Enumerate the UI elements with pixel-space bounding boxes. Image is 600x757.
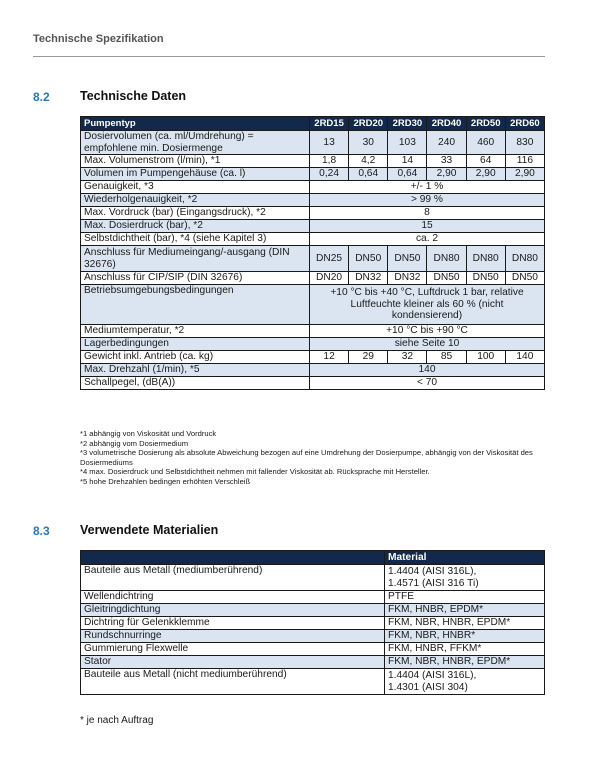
- table-cell: 100: [466, 351, 505, 364]
- material-cell: FKM, HNBR, FFKM*: [385, 643, 545, 656]
- footnote: *5 hohe Drehzahlen bedingen erhöhten Verschleiß: [80, 476, 251, 486]
- row-label: Betriebsumgebungsbedingungen: [81, 285, 310, 325]
- table-row: [81, 364, 545, 377]
- section-title: Technische Daten: [80, 89, 187, 103]
- row-label: Max. Dosierdruck (bar), *2: [81, 220, 310, 233]
- table-row: [81, 181, 545, 194]
- row-label: Max. Vordruck (bar) (Eingangsdruck), *2: [81, 207, 310, 220]
- row-label: Anschluss für CIP/SIP (DIN 32676): [81, 272, 310, 285]
- table-row: [81, 591, 545, 604]
- row-label: Volumen im Pumpengehäuse (ca. l): [81, 168, 310, 181]
- table-cell: 103: [388, 131, 427, 155]
- table-cell: 116: [505, 155, 544, 168]
- section-number: 8.3: [33, 524, 50, 538]
- column-header: Material: [385, 551, 545, 565]
- row-label: Gewicht inkl. Antrieb (ca. kg): [81, 351, 310, 364]
- table-cell: DN50: [427, 272, 466, 285]
- material-cell: 1.4404 (AISI 316L), 1.4301 (AISI 304): [385, 669, 545, 695]
- table-cell: 240: [427, 131, 466, 155]
- column-header: Pumpentyp: [81, 117, 310, 131]
- table-cell: 2,90: [466, 168, 505, 181]
- table-cell: < 70: [310, 377, 545, 390]
- row-label: Max. Drehzahl (1/min), *5: [81, 364, 310, 377]
- table-cell: DN50: [466, 272, 505, 285]
- table-cell: 0,64: [388, 168, 427, 181]
- table-row: [81, 377, 545, 390]
- table-cell: 2,90: [427, 168, 466, 181]
- row-label: Mediumtemperatur, *2: [81, 325, 310, 338]
- material-cell: FKM, NBR, HNBR, EPDM*: [385, 617, 545, 630]
- table-row: [81, 630, 545, 643]
- footnote: *2 abhängig vom Dosiermedium: [80, 438, 189, 448]
- row-label: Max. Volumenstrom (l/min), *1: [81, 155, 310, 168]
- table-cell: +/- 1 %: [310, 181, 545, 194]
- table-cell: 29: [349, 351, 388, 364]
- table-cell: > 99 %: [310, 194, 545, 207]
- table-row: [81, 669, 545, 695]
- row-label: Dosiervolumen (ca. ml/Umdrehung) = empfohlene min. Dosiermenge: [81, 131, 310, 155]
- table-header-row: [81, 117, 545, 131]
- row-label: Lagerbedingungen: [81, 338, 310, 351]
- table-cell: 15: [310, 220, 545, 233]
- table-cell: DN25: [310, 246, 349, 272]
- table-cell: 4,2: [349, 155, 388, 168]
- table-cell: +10 °C bis +90 °C: [310, 325, 545, 338]
- table-cell: +10 °C bis +40 °C, Luftdruck 1 bar, relative Luftfeuchte kleiner als 60 % (nicht kondensierend): [310, 285, 545, 325]
- table-row: [81, 168, 545, 181]
- row-label: Selbstdichtheit (bar), *4 (siehe Kapitel 3): [81, 233, 310, 246]
- table-cell: 85: [427, 351, 466, 364]
- section-number: 8.2: [33, 90, 50, 104]
- materials-footnote: * je nach Auftrag: [80, 715, 154, 726]
- table-cell: 830: [505, 131, 544, 155]
- table-row: [81, 656, 545, 669]
- table-header-row: [81, 551, 545, 565]
- section-title: Verwendete Materialien: [80, 523, 219, 537]
- table-cell: DN32: [349, 272, 388, 285]
- table-cell: 0,24: [310, 168, 349, 181]
- footnote: *1 abhängig von Viskosität und Vordruck: [80, 429, 217, 438]
- table-row: [81, 338, 545, 351]
- column-header: 2RD40: [427, 117, 466, 131]
- materials-table: [80, 550, 545, 695]
- table-cell: DN32: [388, 272, 427, 285]
- row-label: Genauigkeit, *3: [81, 181, 310, 194]
- column-header: 2RD60: [505, 117, 544, 131]
- table-row: [81, 155, 545, 168]
- table-row: [81, 131, 545, 155]
- column-header: [81, 551, 385, 565]
- component-label: Stator: [81, 656, 385, 669]
- component-label: Bauteile aus Metall (nicht mediumberührend): [81, 669, 385, 695]
- table-cell: 33: [427, 155, 466, 168]
- column-header: 2RD50: [466, 117, 505, 131]
- component-label: Gleitringdichtung: [81, 604, 385, 617]
- table-row: [81, 604, 545, 617]
- table-cell: DN80: [466, 246, 505, 272]
- table-cell: 13: [310, 131, 349, 155]
- table-cell: 12: [310, 351, 349, 364]
- material-cell: PTFE: [385, 591, 545, 604]
- column-header: 2RD30: [388, 117, 427, 131]
- page-header-title: Technische Spezifikation: [33, 33, 164, 45]
- table-cell: 140: [505, 351, 544, 364]
- component-label: Dichtring für Gelenkklemme: [81, 617, 385, 630]
- table-cell: 8: [310, 207, 545, 220]
- table-cell: 1,8: [310, 155, 349, 168]
- component-label: Rundschnurringe: [81, 630, 385, 643]
- material-cell: 1.4404 (AISI 316L), 1.4571 (AISI 316 Ti): [385, 565, 545, 591]
- table-cell: 30: [349, 131, 388, 155]
- table-row: [81, 233, 545, 246]
- table-row: [81, 207, 545, 220]
- footnotes: [80, 429, 550, 486]
- column-header: 2RD20: [349, 117, 388, 131]
- table-cell: 64: [466, 155, 505, 168]
- table-row: [81, 246, 545, 272]
- material-cell: FKM, HNBR, EPDM*: [385, 604, 545, 617]
- table-row: [81, 617, 545, 630]
- component-label: Wellendichtring: [81, 591, 385, 604]
- table-row: [81, 643, 545, 656]
- table-row: [81, 325, 545, 338]
- material-cell: FKM, NBR, HNBR, EPDM*: [385, 656, 545, 669]
- row-label: Anschluss für Mediumeingang/-ausgang (DIN 32676): [81, 246, 310, 272]
- table-row: [81, 194, 545, 207]
- table-cell: DN80: [505, 246, 544, 272]
- component-label: Gummierung Flexwelle: [81, 643, 385, 656]
- table-cell: 14: [388, 155, 427, 168]
- table-cell: DN50: [388, 246, 427, 272]
- footnote: *3 volumetrische Dosierung als absolute Abweichung bezogen auf eine Umdrehung der Dosierpumpe, abhängig von der Viskosität des Dosiermediums: [80, 448, 533, 467]
- table-cell: DN80: [427, 246, 466, 272]
- footnote: *4 max. Dosierdruck und Selbstdichtheit nehmen mit fallender Viskosität ab. Rücksprache mit Hersteller.: [80, 467, 430, 476]
- table-cell: 140: [310, 364, 545, 377]
- table-cell: ca. 2: [310, 233, 545, 246]
- table-cell: DN20: [310, 272, 349, 285]
- table-row: [81, 220, 545, 233]
- table-cell: 2,90: [505, 168, 544, 181]
- table-cell: 32: [388, 351, 427, 364]
- header-divider: [33, 56, 545, 57]
- table-row: [81, 285, 545, 325]
- component-label: Bauteile aus Metall (mediumberührend): [81, 565, 385, 591]
- column-header: 2RD15: [310, 117, 349, 131]
- table-cell: 0,64: [349, 168, 388, 181]
- table-cell: DN50: [505, 272, 544, 285]
- row-label: Wiederholgenauigkeit, *2: [81, 194, 310, 207]
- table-cell: siehe Seite 10: [310, 338, 545, 351]
- table-row: [81, 565, 545, 591]
- table-cell: DN50: [349, 246, 388, 272]
- technical-data-table: [80, 116, 545, 390]
- row-label: Schallpegel, (dB(A)): [81, 377, 310, 390]
- material-cell: FKM, NBR, HNBR*: [385, 630, 545, 643]
- table-cell: 460: [466, 131, 505, 155]
- table-row: [81, 351, 545, 364]
- table-row: [81, 272, 545, 285]
